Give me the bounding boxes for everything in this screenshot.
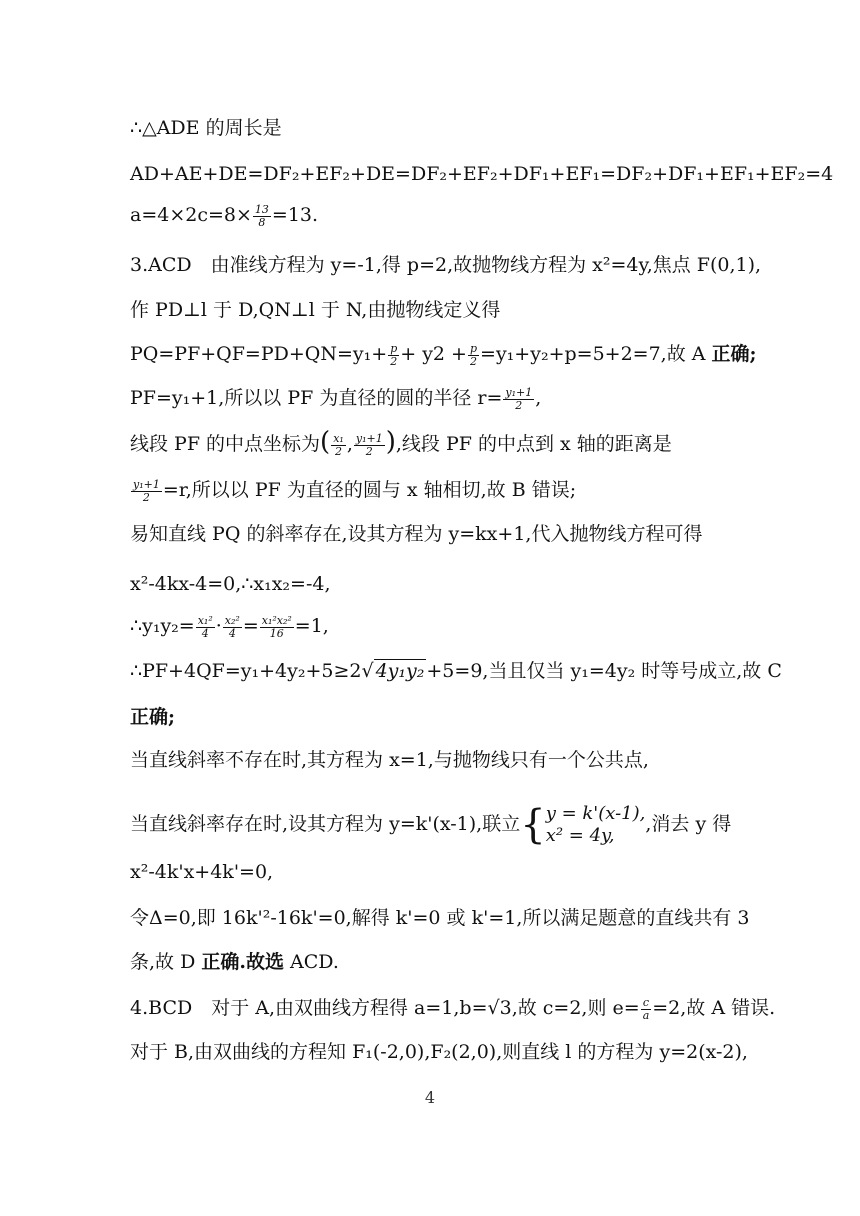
line-8: 线段 PF 的中点坐标为( $\frac{\text{x₁}}{2}$ , $\frac{\text{y₁+1}}{2}$ ),线段 PF 的中点到 x 轴的距离是 [130, 427, 672, 458]
line-7: PF=y₁+1,所以以 PF 为直径的圆的半径 r= $\frac{\text{y₁+1}}{2}$ , [130, 385, 542, 412]
sqrt-sign: √ [361, 660, 374, 682]
line-3: a=4×2c=8× $\frac{13}{8}$ =13. [130, 202, 319, 229]
line-4: 3.ACD 由准线方程为 y=-1,得 p=2,故抛物线方程为 x²=4y,焦点 F(0,1), [130, 254, 762, 276]
line-20: 4.BCD 对于 A,由双曲线方程得 a=1,b=√3,故 c=2,则 e= $\frac{c}{a}$ =2,故 A 错误. [130, 995, 776, 1022]
fraction-product-16: $\frac{\text{x₁²x₂²}}{16}$ [261, 613, 292, 640]
fraction-radius: $\frac{\text{y₁+1}}{2}$ [505, 385, 533, 412]
fraction-p-2: $\frac{p}{2}$ [390, 341, 398, 368]
line-21: 对于 B,由双曲线的方程知 F₁(-2,0),F₂(2,0),则直线 l 的方程为 y=2(x-2), [130, 1041, 748, 1063]
line-12: ∴y₁y₂= $\frac{\text{x₁²}}{4}$ · $\frac{\text{x₂²}}{4}$ = $\frac{\text{x₁²x₂²}}{16}$ =1, [130, 613, 329, 640]
fraction-13-8: $\frac{13}{8}$ [254, 202, 269, 229]
line-6: PQ=PF+QF=PD+QN=y₁+ $\frac{p}{2}$ + y2 + $\frac{p}{2}$ =y₁+y₂+p=5+2=7,故 A 正确; [130, 341, 757, 368]
equation-system: y = k'(x-1), x² = 4y, [545, 803, 646, 846]
left-brace: { [520, 802, 546, 848]
page-number: 4 [424, 1088, 436, 1107]
line-18: 令Δ=0,即 16k'²-16k'=0,解得 k'=0 或 k'=1,所以满足题意的直线共有 3 [130, 907, 750, 929]
fraction-p-2-b: $\frac{p}{2}$ [469, 341, 478, 368]
line-1: ∴△ADE 的周长是 [130, 117, 282, 139]
line-2: AD+AE+DE=DF₂+EF₂+DE=DF₂+EF₂+DF₁+EF₁=DF₂+DF₁+EF₁+EF₂=4 [130, 163, 834, 185]
line-15: 当直线斜率不存在时,其方程为 x=1,与抛物线只有一个公共点, [130, 749, 649, 771]
line-13: ∴PF+4QF=y₁+4y₂+5≥2√ 4y₁y₂ +5=9,当且仅当 y₁=4y₂ 时等号成立,故 C [130, 660, 782, 682]
fraction-x1-2: $\frac{\text{x₁}}{2}$ [333, 431, 344, 458]
line-19: 条,故 D 正确.故选 ACD. [130, 951, 339, 973]
fraction-x2sq-4: $\frac{\text{x₂²}}{4}$ [224, 613, 240, 640]
line-10: 易知直线 PQ 的斜率存在,设其方程为 y=kx+1,代入抛物线方程可得 [130, 523, 703, 545]
fraction-y1p1-2: $\frac{\text{y₁+1}}{2}$ [355, 431, 383, 458]
line-9: $\frac{\text{y₁+1}}{2}$ =r,所以以 PF 为直径的圆与 x 轴相切,故 B 错误; [133, 477, 577, 504]
line-17: x²-4k'x+4k'=0, [130, 861, 274, 883]
fraction-x1sq-4: $\frac{\text{x₁²}}{4}$ [197, 613, 213, 640]
line-5: 作 PD⊥l 于 D,QN⊥l 于 N,由抛物线定义得 [130, 299, 501, 321]
sqrt-radicand: 4y₁y₂ [375, 660, 425, 682]
line-11: x²-4kx-4=0,∴x₁x₂=-4, [130, 573, 331, 595]
fraction-c-a: $\frac{c}{a}$ [642, 995, 650, 1022]
line-16: 当直线斜率存在时,设其方程为 y=k'(x-1),联立{ y = k'(x-1), x² = 4y, ,消去 y 得 [130, 802, 732, 848]
fraction-distance: $\frac{\text{y₁+1}}{2}$ [133, 477, 160, 504]
line-14: 正确; [130, 706, 176, 728]
